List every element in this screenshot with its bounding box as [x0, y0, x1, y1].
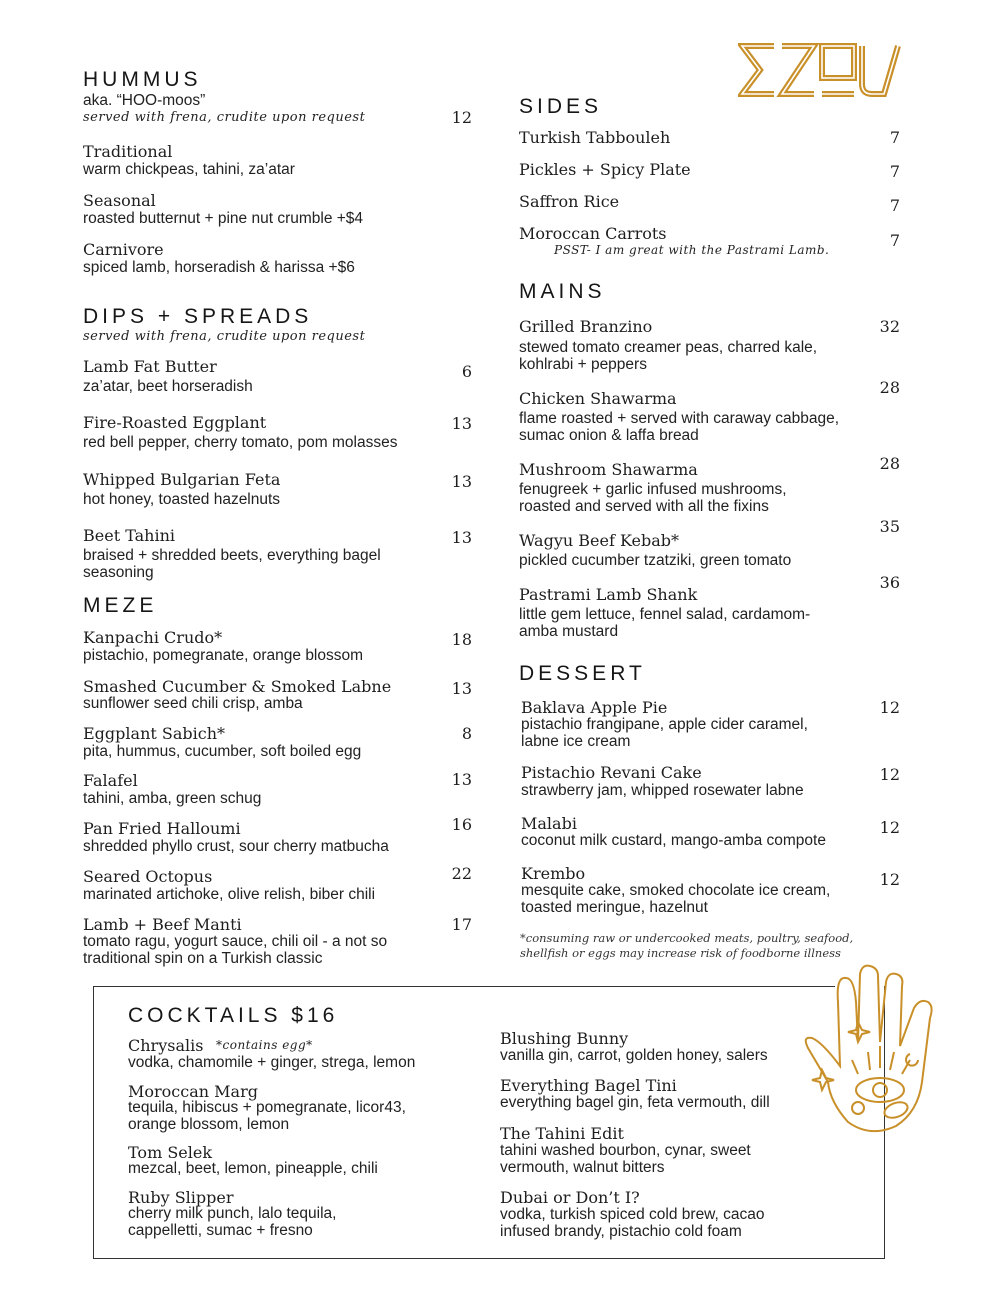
hummus-item-name: Traditional [83, 142, 173, 161]
dips-item-name: Lamb Fat Butter [83, 357, 217, 376]
meze-item-name: Kanpachi Crudo* [83, 628, 223, 647]
meze-item-price: 13 [451, 770, 472, 789]
meze-item-desc: tahini, amba, green schug [83, 790, 262, 807]
meze-item-name: Pan Fried Halloumi [83, 819, 241, 838]
hummus-aka: aka. “HOO-moos” [83, 92, 206, 109]
cocktails-item-name: Moroccan Marg [128, 1082, 258, 1101]
dips-item-desc: hot honey, toasted hazelnuts [83, 491, 281, 508]
hummus-item-desc: warm chickpeas, tahini, za’atar [83, 161, 295, 178]
dips-item-name: Fire-Roasted Eggplant [83, 413, 267, 432]
mains-item-price: 32 [879, 317, 900, 336]
mains-item-name: Pastrami Lamb Shank [519, 585, 698, 604]
cocktailsR-item-name: Blushing Bunny [500, 1029, 629, 1048]
cocktailsR-item-desc: tahini washed bourbon, cynar, sweet vermouth, walnut bitters [500, 1142, 751, 1176]
sides-item-price: 7 [889, 128, 900, 147]
cocktails-item-desc: mezcal, beet, lemon, pineapple, chili [128, 1160, 378, 1177]
sides-item-name: Moroccan Carrots [519, 224, 667, 243]
hummus-item-name: Seasonal [83, 191, 156, 210]
mains-item-name: Chicken Shawarma [519, 389, 677, 408]
mains-item-name: Mushroom Shawarma [519, 460, 698, 479]
dips-item-desc: za’atar, beet horseradish [83, 378, 253, 395]
cocktails-item-name: Chrysalis [128, 1036, 204, 1055]
cocktails-item-desc: tequila, hibiscus + pomegranate, licor43, orange blossom, lemon [128, 1099, 406, 1133]
dessert-item-name: Pistachio Revani Cake [521, 763, 702, 782]
dips-item-desc: braised + shredded beets, everything bagel seasoning [83, 547, 381, 581]
meze-item-price: 22 [451, 864, 472, 883]
dessert-item-desc: strawberry jam, whipped rosewater labne [521, 782, 804, 799]
meze-item-price: 18 [451, 630, 472, 649]
meze-item-desc: tomato ragu, yogurt sauce, chili oil - a not so traditional spin on a Turkish classic [83, 933, 388, 967]
meze-item-price: 17 [451, 915, 472, 934]
hummus-item-name: Carnivore [83, 240, 164, 259]
sides-item-price: 7 [889, 231, 900, 250]
hummus-item-desc: spiced lamb, horseradish & harissa +$6 [83, 259, 355, 276]
meze-item-name: Smashed Cucumber & Smoked Labne [83, 677, 392, 696]
cocktails-item-desc: vodka, chamomile + ginger, strega, lemon [128, 1054, 416, 1071]
foodborne-disclaimer: *consuming raw or undercooked meats, poultry, seafood, shellfish or eggs may increase risk of foodborne illness [520, 931, 854, 960]
meze-item-desc: pita, hummus, cucumber, soft boiled egg [83, 743, 362, 760]
ezov-logo [738, 40, 904, 100]
dips-heading: DIPS + SPREADS [83, 305, 313, 328]
dips-item-price: 6 [461, 362, 472, 381]
dessert-item-desc: coconut milk custard, mango-amba compote [521, 832, 826, 849]
cocktails-heading: COCKTAILS $16 [128, 1004, 339, 1027]
meze-heading: MEZE [83, 594, 158, 617]
sides-item-name: Turkish Tabbouleh [519, 128, 671, 147]
mains-item-desc: flame roasted + served with caraway cabbage, sumac onion & laffa bread [519, 410, 840, 444]
mains-item-price: 36 [879, 573, 900, 592]
cocktails-item-desc: cherry milk punch, lalo tequila, cappelletti, sumac + fresno [128, 1205, 337, 1239]
dessert-item-name: Krembo [521, 864, 586, 883]
contains-egg-note: *contains egg* [216, 1038, 313, 1052]
cocktails-item-name: Tom Selek [128, 1143, 213, 1162]
mains-item-price: 28 [879, 378, 900, 397]
cocktails-box-top-border [93, 986, 835, 987]
mains-item-desc: pickled cucumber tzatziki, green tomato [519, 552, 792, 569]
dessert-heading: DESSERT [519, 662, 646, 685]
meze-item-desc: sunflower seed chili crisp, amba [83, 695, 303, 712]
meze-item-name: Eggplant Sabich* [83, 724, 226, 743]
hummus-served-note: served with frena, crudite upon request [83, 110, 366, 125]
dessert-item-price: 12 [879, 765, 900, 784]
mains-item-price: 35 [879, 517, 900, 536]
cocktailsR-item-name: Everything Bagel Tini [500, 1076, 677, 1095]
mains-item-desc: stewed tomato creamer peas, charred kale, kohlrabi + peppers [519, 339, 818, 373]
mains-item-desc: fenugreek + garlic infused mushrooms, roasted and served with all the fixins [519, 481, 787, 515]
dessert-item-desc: mesquite cake, smoked chocolate ice cream, toasted meringue, hazelnut [521, 882, 831, 916]
meze-item-price: 16 [451, 815, 472, 834]
hummus-heading: HUMMUS [83, 68, 202, 91]
hummus-item-desc: roasted butternut + pine nut crumble +$4 [83, 210, 364, 227]
cocktailsR-item-desc: vodka, turkish spiced cold brew, cacao infused brandy, pistachio cold foam [500, 1206, 765, 1240]
dessert-item-price: 12 [879, 818, 900, 837]
dessert-item-price: 12 [879, 698, 900, 717]
dips-item-price: 13 [451, 472, 472, 491]
dips-item-price: 13 [451, 414, 472, 433]
meze-item-desc: marinated artichoke, olive relish, biber chili [83, 886, 376, 903]
dips-item-name: Whipped Bulgarian Feta [83, 470, 281, 489]
meze-item-desc: pistachio, pomegranate, orange blossom [83, 647, 364, 664]
cocktails-item-name: Ruby Slipper [128, 1188, 234, 1207]
meze-item-name: Falafel [83, 771, 138, 790]
mains-item-name: Grilled Branzino [519, 317, 653, 336]
meze-item-price: 13 [451, 679, 472, 698]
meze-item-name: Seared Octopus [83, 867, 213, 886]
mains-item-name: Wagyu Beef Kebab* [519, 531, 679, 550]
cocktailsR-item-name: The Tahini Edit [500, 1124, 624, 1143]
meze-item-desc: shredded phyllo crust, sour cherry matbucha [83, 838, 389, 855]
sides-item-price: 7 [889, 196, 900, 215]
cocktailsR-item-desc: everything bagel gin, feta vermouth, dill [500, 1094, 770, 1111]
sides-item-name: Saffron Rice [519, 192, 620, 211]
hamsa-hand-illustration [800, 962, 940, 1138]
dips-item-name: Beet Tahini [83, 526, 176, 545]
mains-item-price: 28 [879, 454, 900, 473]
psst-note: PSST- I am great with the Pastrami Lamb. [554, 243, 830, 257]
meze-item-price: 8 [461, 724, 472, 743]
mains-heading: MAINS [519, 280, 606, 303]
sides-heading: SIDES [519, 95, 603, 118]
dessert-item-desc: pistachio frangipane, apple cider caramel, labne ice cream [521, 716, 808, 750]
dips-item-desc: red bell pepper, cherry tomato, pom molasses [83, 434, 398, 451]
dips-served-note: served with frena, crudite upon request [83, 329, 366, 344]
hummus-price: 12 [451, 108, 472, 127]
meze-item-name: Lamb + Beef Manti [83, 915, 242, 934]
sides-item-price: 7 [889, 162, 900, 181]
dessert-item-name: Malabi [521, 814, 577, 833]
dessert-item-price: 12 [879, 870, 900, 889]
cocktailsR-item-desc: vanilla gin, carrot, golden honey, salers [500, 1047, 768, 1064]
cocktailsR-item-name: Dubai or Don’t I? [500, 1188, 640, 1207]
dessert-item-name: Baklava Apple Pie [521, 698, 668, 717]
dips-item-price: 13 [451, 528, 472, 547]
sides-item-name: Pickles + Spicy Plate [519, 160, 691, 179]
mains-item-desc: little gem lettuce, fennel salad, cardamom- amba mustard [519, 606, 811, 640]
